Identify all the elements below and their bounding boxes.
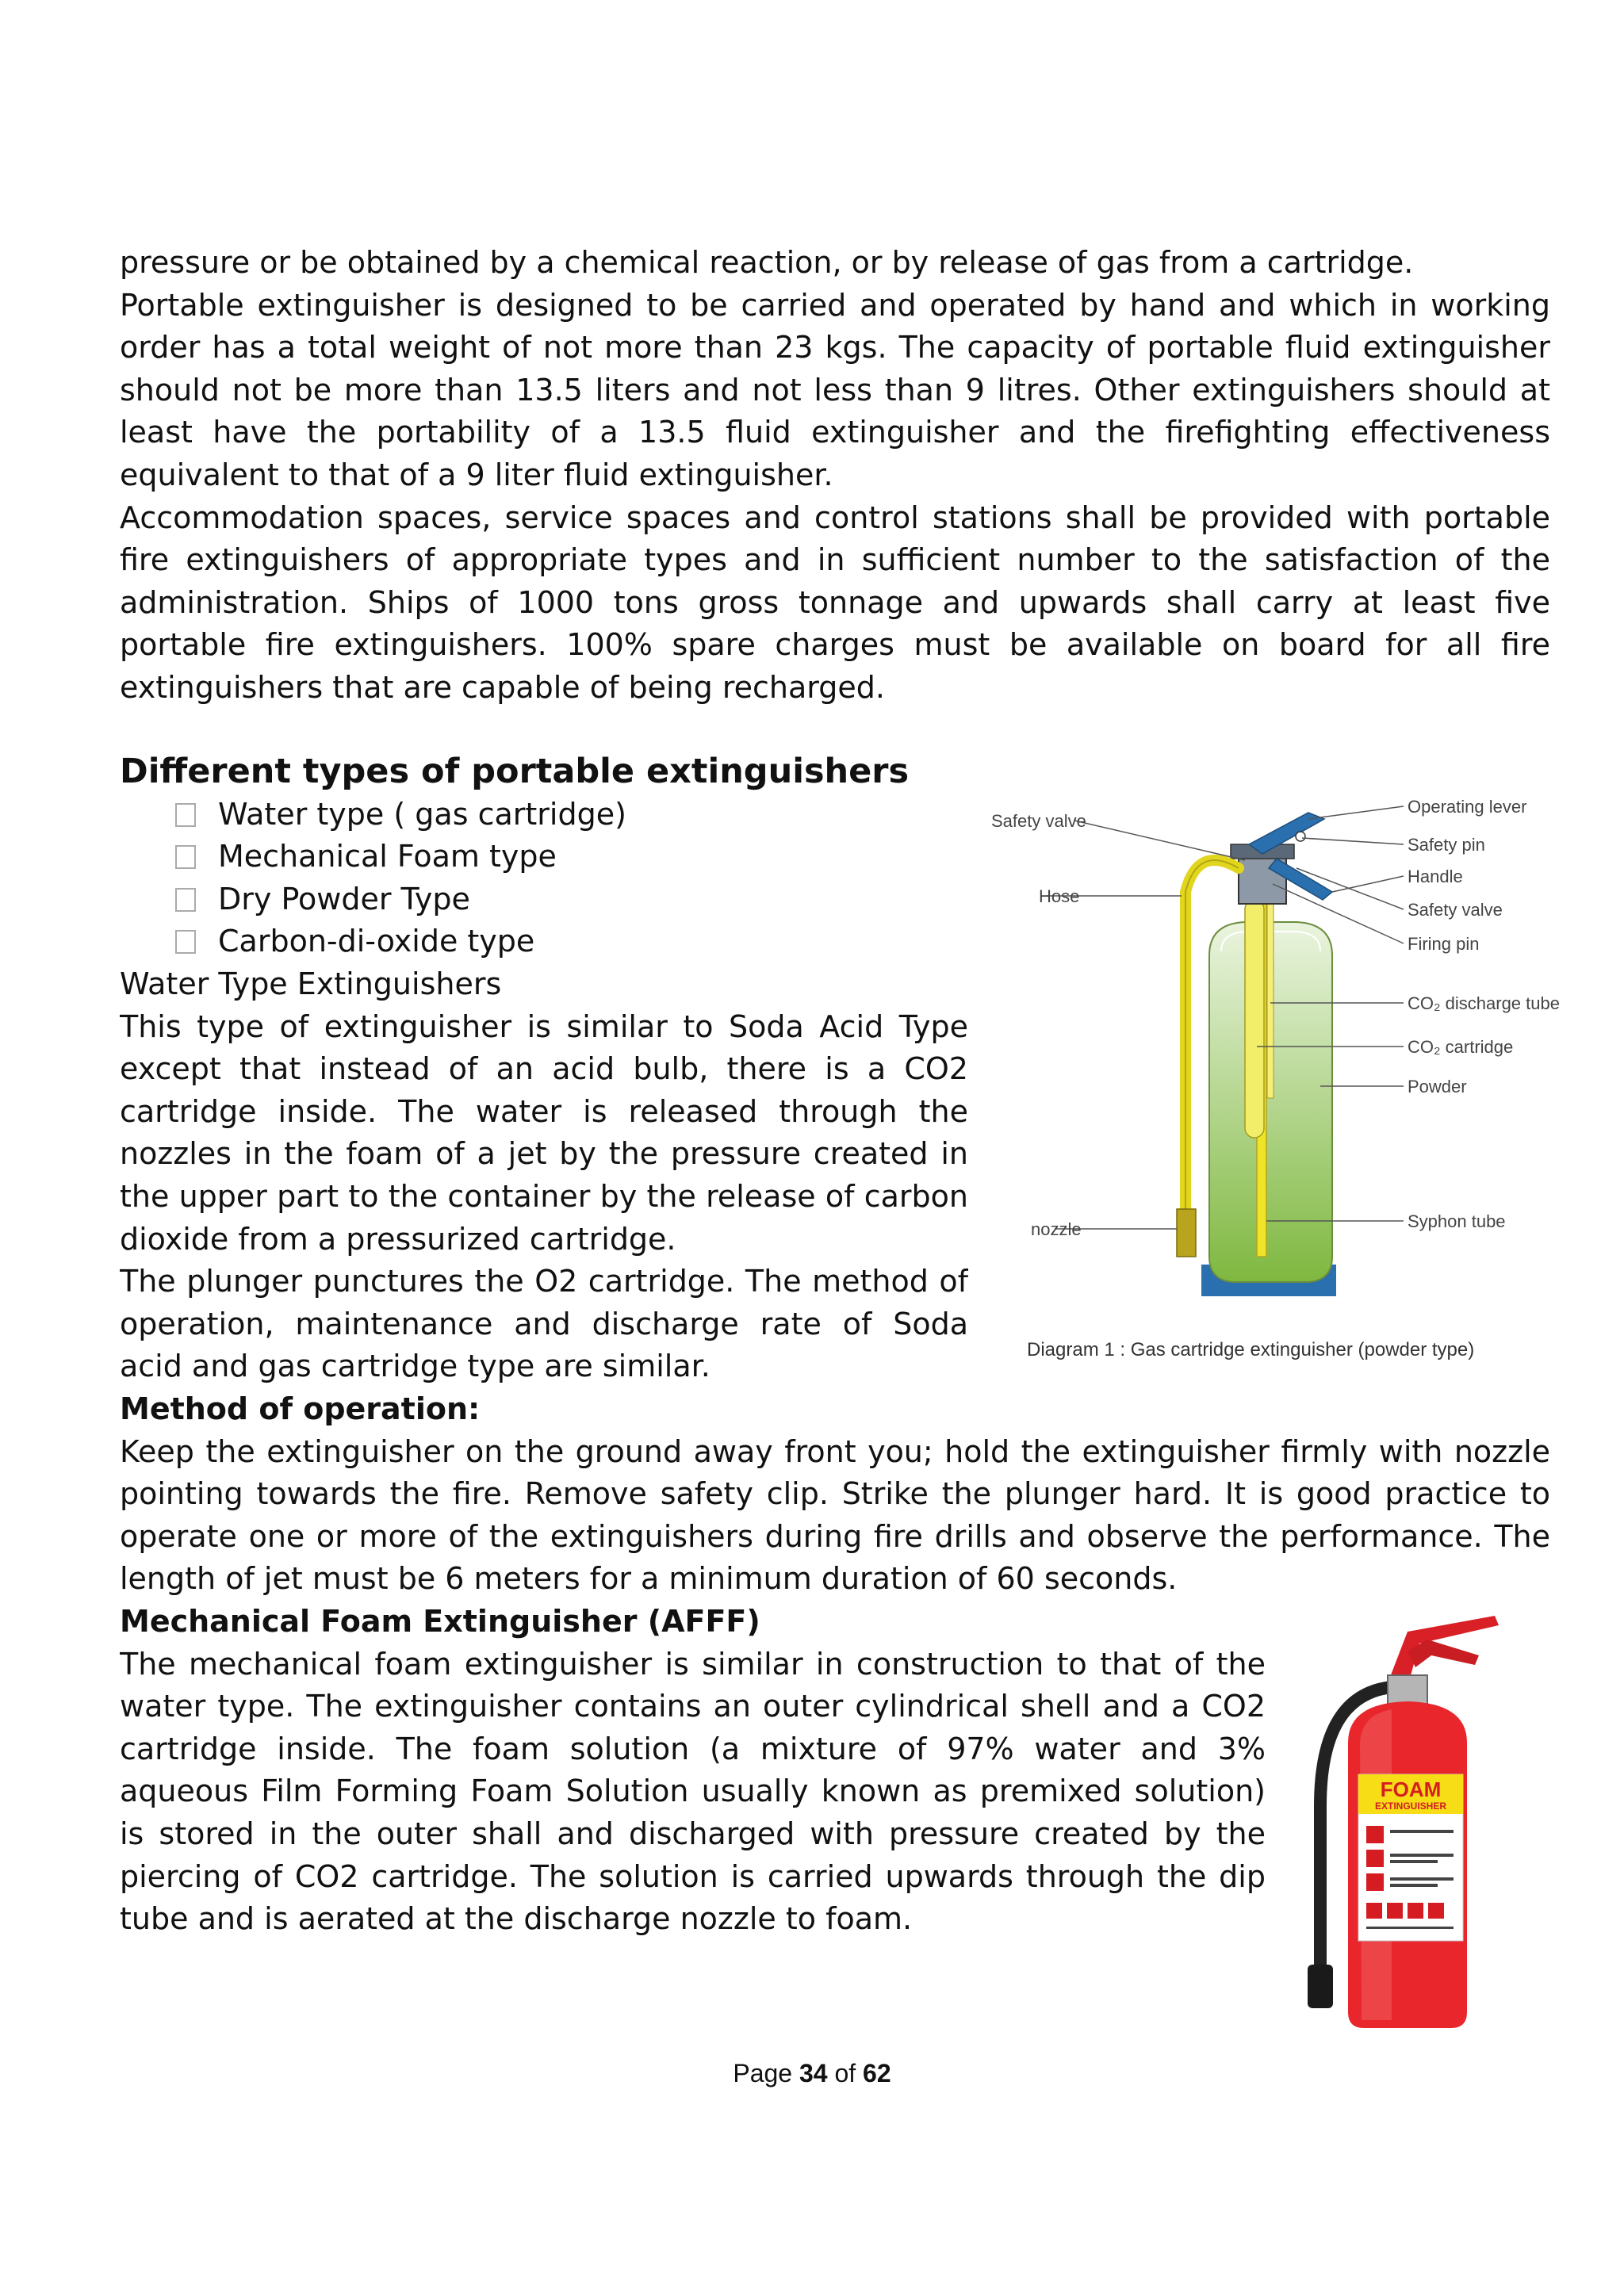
operation-line: length of jet must be 6 meters for a minimum duration of 60 seconds. [120,1561,1178,1597]
foam-line: aqueous Film Forming Foam Solution usually known as premixed solution) [120,1774,1266,1809]
water-line: This type of extinguisher is similar to Soda Acid Type [120,1008,968,1044]
intro-text [120,242,1550,710]
label-subtitle: EXTINGUISHER [1374,1800,1447,1812]
diagram-label: Syphon tube [1408,1211,1506,1231]
water-line: acid and gas cartridge type are similar. [120,1349,710,1384]
gas-cartridge-diagram [983,781,1562,1372]
operation-line: operate one or more of the extinguishers during fire drills and observe the performance. The [120,1518,1550,1554]
bullet-icon [175,803,196,827]
intro-line: order has a total weight of not more than 23 kgs. The capacity of portable fluid extinguisher [120,330,1550,365]
intro-line: portable fire extinguishers. 100% spare charges must be available on board for all fire [120,627,1550,663]
list-item-label: Dry Powder Type [218,881,470,916]
water-line: cartridge inside. The water is released through the [120,1093,968,1129]
intro-line: equivalent to that of a 9 liter fluid extinguisher. [120,457,833,492]
page-number: 34 [799,2059,828,2087]
diagram-label: Firing pin [1408,934,1480,954]
diagram-label: Hose [1039,886,1080,906]
foam-line: piercing of CO2 cartridge. The solution is carried upwards through the dip [120,1858,1266,1894]
nozzle [1308,1965,1333,2008]
list-item [120,878,968,921]
section-heading: Method of operation: [120,1391,481,1426]
foam-line: water type. The extinguisher contains an outer cylindrical shell and a CO2 [120,1689,1266,1724]
intro-line: Portable extinguisher is designed to be carried and operated by hand and which in working [120,287,1550,323]
intro-line: should not be more than 13.5 liters and not less than 9 litres. Other extinguishers should at [120,372,1550,408]
bullet-icon [175,888,196,912]
diagram-label: CO₂ cartridge [1408,1037,1514,1057]
list-item [120,794,968,836]
list-item-label: Carbon-di-oxide type [218,924,535,959]
foam-line: is stored in the outer shall and discharged with pressure created by the [120,1816,1266,1851]
diagram-caption: Diagram 1 : Gas cartridge extinguisher (powder type) [1027,1339,1475,1360]
nozzle [1177,1209,1196,1257]
foam-extinguisher-image [1297,1608,1534,2044]
total-pages: 62 [863,2059,891,2087]
operation-section [120,1388,1550,1601]
foam-line: cartridge inside. The foam solution (a mixture of 97% water and 3% [120,1731,1266,1766]
diagram-label: Safety valve [1408,900,1503,920]
intro-line: fire extinguishers of appropriate types and in sufficient number to the satisfaction of the [120,542,1550,578]
foam-section [120,1601,1266,1941]
co2-cartridge [1245,900,1264,1138]
diagram-label: CO₂ discharge tube [1408,993,1560,1013]
bullet-icon [175,845,196,869]
section-heading: Different types of portable extinguishers [120,752,910,791]
foam-line: tube and is aerated at the discharge nozzle to foam. [120,1901,913,1937]
water-line: dioxide from a pressurized cartridge. [120,1221,676,1257]
operation-line: pointing towards the fire. Remove safety clip. Strike the plunger hard. It is good practice to [120,1476,1550,1512]
water-line: except that instead of an acid bulb, there is a CO2 [120,1051,968,1087]
intro-line: least have the portability of a 13.5 fluid extinguisher and the firefighting effectiveness [120,415,1550,450]
label-title: FOAM [1380,1777,1442,1801]
water-line: The plunger punctures the O2 cartridge. The method of [120,1264,968,1299]
intro-line: extinguishers that are capable of being recharged. [120,669,885,705]
water-line: nozzles in the foam of a jet by the pressure created in [120,1136,968,1172]
diagram-label: Powder [1408,1077,1467,1096]
diagram-label: Safety pin [1408,835,1485,855]
diagram-label: Safety valve [991,811,1086,831]
page-footer [0,2059,1624,2088]
types-section [120,751,968,1388]
footer-of: of [834,2059,856,2087]
diagram-label: Handle [1408,867,1463,886]
section-heading: Mechanical Foam Extinguisher (AFFF) [120,1604,760,1639]
list-item [120,920,968,963]
footer-prefix: Page [733,2059,793,2087]
intro-line: Accommodation spaces, service spaces and control stations shall be provided with portable [120,499,1550,535]
bullet-icon [175,930,196,954]
operation-line: Keep the extinguisher on the ground away front you; hold the extinguisher firmly with nozzle [120,1433,1550,1469]
intro-line: administration. Ships of 1000 tons gross tonnage and upwards shall carry at least five [120,584,1550,620]
water-line: operation, maintenance and discharge rate of Soda [120,1306,968,1341]
intro-line: pressure or be obtained by a chemical reaction, or by release of gas from a cartridge. [120,245,1414,280]
list-item-label: Mechanical Foam type [218,839,557,874]
diagram-label: nozzle [1031,1219,1082,1239]
list-item-label: Water type ( gas cartridge) [218,796,626,832]
foam-line: The mechanical foam extinguisher is similar in construction to that of the [120,1646,1266,1682]
subheading: Water Type Extinguishers [120,966,502,1001]
water-line: the upper part to the container by the release of carbon [120,1178,968,1214]
diagram-label: Operating lever [1408,797,1527,817]
list-item [120,836,968,878]
